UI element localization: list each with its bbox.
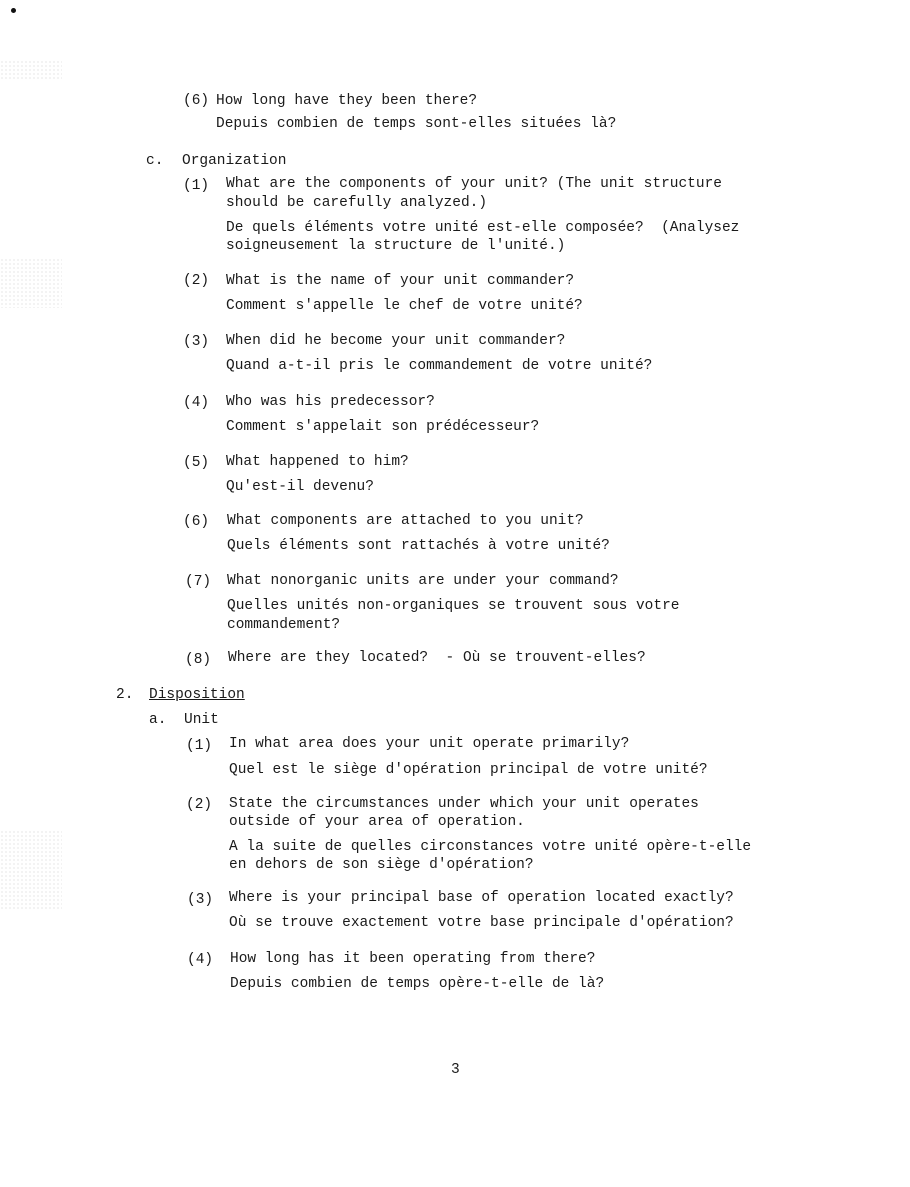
question-french: en dehors de son siège d'opération? xyxy=(229,857,534,873)
section-number: 2. xyxy=(116,687,134,703)
question-french: Depuis combien de temps opère-t-elle de là? xyxy=(230,976,605,992)
question-english: outside of your area of operation. xyxy=(229,814,525,830)
page-number: 3 xyxy=(451,1062,460,1078)
section-title: Disposition xyxy=(149,687,245,703)
item-number: (1) xyxy=(183,178,210,194)
question-french: commandement? xyxy=(227,617,341,633)
question-english: What is the name of your unit commander? xyxy=(226,273,575,289)
subsection-title: Unit xyxy=(184,712,219,728)
question-french: Depuis combien de temps sont-elles situées là? xyxy=(216,116,617,132)
question-french: Qu'est-il devenu? xyxy=(226,479,374,495)
item-number: (7) xyxy=(185,574,212,590)
question-french: Où se trouve exactement votre base principale d'opération? xyxy=(229,915,734,931)
question-english: should be carefully analyzed.) xyxy=(226,195,488,211)
subsection-letter: a. xyxy=(149,712,167,728)
item-number: (1) xyxy=(186,738,213,754)
scan-speckle xyxy=(0,830,62,910)
question-french: Comment s'appelait son prédécesseur? xyxy=(226,419,540,435)
item-number: (3) xyxy=(187,892,214,908)
item-number: (2) xyxy=(186,797,213,813)
question-french: Quel est le siège d'opération principal de votre unité? xyxy=(229,762,708,778)
question-english: State the circumstances under which your unit operates xyxy=(229,796,699,812)
question-bilingual: Where are they located? - Où se trouvent-elles? xyxy=(228,650,646,666)
question-french: A la suite de quelles circonstances votre unité opère-t-elle xyxy=(229,839,752,855)
item-number: (6) xyxy=(183,514,210,530)
item-number: (6) xyxy=(183,93,210,109)
question-french: Quels éléments sont rattachés à votre unité? xyxy=(227,538,610,554)
margin-dot xyxy=(11,8,16,13)
question-english: How long has it been operating from there? xyxy=(230,951,596,967)
subsection-title: Organization xyxy=(182,153,287,169)
item-number: (3) xyxy=(183,334,210,350)
question-french: Quand a-t-il pris le commandement de votre unité? xyxy=(226,358,653,374)
question-english: How long have they been there? xyxy=(216,93,478,109)
question-english: Where is your principal base of operation located exactly? xyxy=(229,890,734,906)
subsection-letter: c. xyxy=(146,153,164,169)
item-number: (8) xyxy=(185,652,212,668)
question-english: In what area does your unit operate primarily? xyxy=(229,736,630,752)
question-french: Comment s'appelle le chef de votre unité? xyxy=(226,298,583,314)
item-number: (4) xyxy=(187,952,214,968)
item-number: (4) xyxy=(183,395,210,411)
question-french: soigneusement la structure de l'unité.) xyxy=(226,238,566,254)
question-english: What happened to him? xyxy=(226,454,409,470)
item-number: (5) xyxy=(183,455,210,471)
question-french: Quelles unités non-organiques se trouvent sous votre xyxy=(227,598,680,614)
item-number: (2) xyxy=(183,273,210,289)
question-english: What are the components of your unit? (The unit structure xyxy=(226,176,722,192)
question-english: What components are attached to you unit? xyxy=(227,513,584,529)
question-english: Who was his predecessor? xyxy=(226,394,435,410)
scan-speckle xyxy=(0,258,62,308)
question-english: What nonorganic units are under your command? xyxy=(227,573,619,589)
question-french: De quels éléments votre unité est-elle composée? (Analysez xyxy=(226,220,740,236)
question-english: When did he become your unit commander? xyxy=(226,333,566,349)
scan-speckle xyxy=(0,60,62,80)
